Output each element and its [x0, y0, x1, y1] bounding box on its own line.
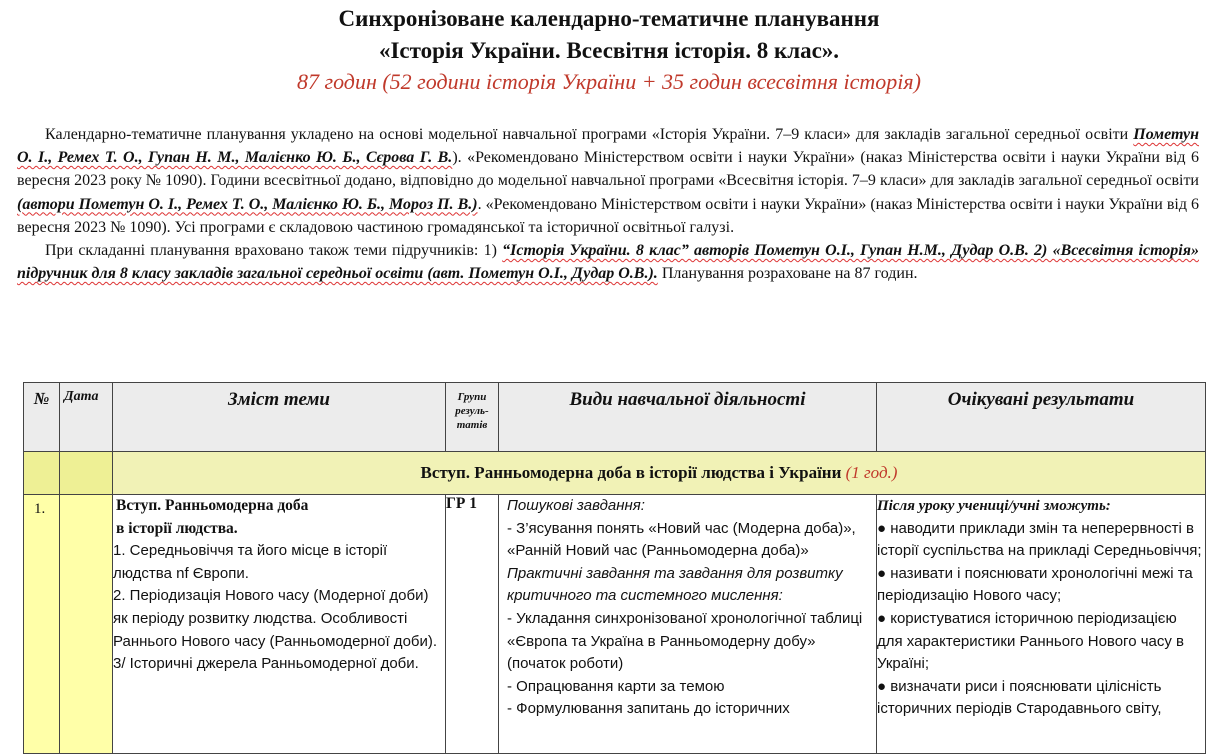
intro-p1-authors-2: (автори Пометун О. І., Ремех Т. О., Малієнко Ю. Б., Мороз П. В.): [17, 195, 478, 213]
intro-p2-text-b: Планування розраховане на 87 годин.: [657, 265, 918, 283]
intro-text: [17, 123, 1199, 285]
result-item: ● користуватися історичною періодизацією для характеристики Раннього Нового часу в Україні;: [877, 609, 1184, 673]
plan-table: [23, 382, 1206, 754]
intro-paragraph-2: [17, 239, 1199, 285]
activity-item: - Укладання синхронізованої хронологічної таблиці «Європа та Україна в Ранньомодерну добу» (початок роботи): [507, 609, 863, 673]
document-subtitle: «Історія України. Всесвітня історія. 8 клас».: [378, 38, 840, 63]
header-groups: Групи резуль-татів: [446, 383, 499, 452]
topic-heading-1: Вступ. Ранньомодерна доба: [116, 497, 309, 514]
section-hours: (1 год.): [845, 463, 898, 482]
activity-item: - Формулювання запитань до історичних: [507, 700, 790, 718]
intro-p1-text-a: Календарно-тематичне планування укладено на основі модельної навчальної програми «Історія України. 7–9 класи» для закладів загальної середньої освіти: [45, 126, 1134, 143]
section-title: [113, 452, 1206, 495]
header-topic: Зміст теми: [113, 383, 446, 452]
intro-paragraph-1: [17, 123, 1199, 239]
document-title: Синхронізоване календарно-тематичне планування: [338, 6, 880, 31]
row-activities: [499, 495, 877, 754]
topic-item: 3/ Історичні джерела Ранньомодерної доби.: [113, 655, 419, 673]
results-heading: Після уроку учениці/учні зможуть:: [877, 498, 1111, 514]
header-num: №: [24, 383, 60, 452]
section-row: [24, 452, 1206, 495]
row-num: 1.: [24, 495, 60, 754]
activities-heading-1: Пошукові завдання:: [507, 497, 645, 514]
header-results: Очікувані результати: [877, 383, 1206, 452]
topic-item: 2. Періодизація Нового часу (Модерної доби) як періоду розвитку людства. Особливості Раннього Нового часу (Ранньомодерної доби).: [113, 587, 438, 650]
header-date: Дата: [60, 383, 113, 452]
section-title-text: Вступ. Ранньомодерна доба в історії людства і України: [420, 463, 842, 482]
section-num-cell: [24, 452, 60, 495]
section-date-cell: [60, 452, 113, 495]
intro-p2-books: “Історія України. 8 клас” авторів Пометун О.І., Гупан Н.М., Дудар О.В. 2) «Всесвітня історія» підручник для 8 класу закладів загальної середньої освіти (авт. Пометун О.І., Дудар О.В.).: [17, 242, 1199, 283]
row-group: ГР 1: [446, 495, 499, 754]
intro-p1-text-b: ). «Рекомендовано Міністерством освіти і науки України» (наказ Міністерства освіти і науки України від 6 вересня 2023 року № 1090). Години всесвітньої додано, відповідно до модельної навчальної програми «Всесвітня історія. 7–9 класи» для закладів загальної середньої освіти: [17, 149, 1200, 190]
result-item: ● наводити приклади змін та неперервності в історії суспільства на прикладі Середньовіччя;: [877, 519, 1202, 560]
row-date: [60, 495, 113, 754]
activities-heading-2: Практичні завдання та завдання для розвитку критичного та системного мислення:: [507, 564, 843, 605]
row-topic: [113, 495, 446, 754]
result-item: ● називати і пояснювати хронологічні межі та періодизацію Нового часу;: [877, 564, 1193, 605]
activity-item: - Опрацювання карти за темою: [507, 677, 725, 695]
intro-p1-text-c: . «Рекомендовано Міністерством освіти і науки України» (наказ Міністерства освіти і науки України від 6 вересня 2023 № 1090). Усі програми є складовою частиною громадянської та історичної освітньої галузі.: [17, 195, 1199, 236]
result-item: ● визначати риси і пояснювати цілісність історичних періодів Стародавнього світу,: [877, 677, 1162, 718]
intro-p2-text-a: При складанні планування враховано також теми підручників: 1): [45, 242, 503, 260]
table-row: [24, 495, 1206, 754]
hours-summary: 87 годин (52 години історія України + 35 годин всесвітня історія): [297, 69, 921, 94]
table-header-row: [24, 383, 1206, 452]
header-activities: Види навчальної діяльності: [499, 383, 877, 452]
topic-heading-2: в історії людства.: [116, 519, 238, 537]
intro-p1-authors: Пометун О. І., Ремех Т. О., Гупан Н. М., Малієнко Ю. Б., Сєрова Г. В.: [17, 126, 1199, 167]
topic-item: 1. Середньовіччя та його місце в історії людства nf Європи.: [113, 542, 388, 582]
row-results: [877, 495, 1206, 754]
activity-item: - З’ясування понять «Новий час (Модерна доба)», «Ранній Новий час (Ранньомодерна доба)»: [507, 519, 856, 560]
